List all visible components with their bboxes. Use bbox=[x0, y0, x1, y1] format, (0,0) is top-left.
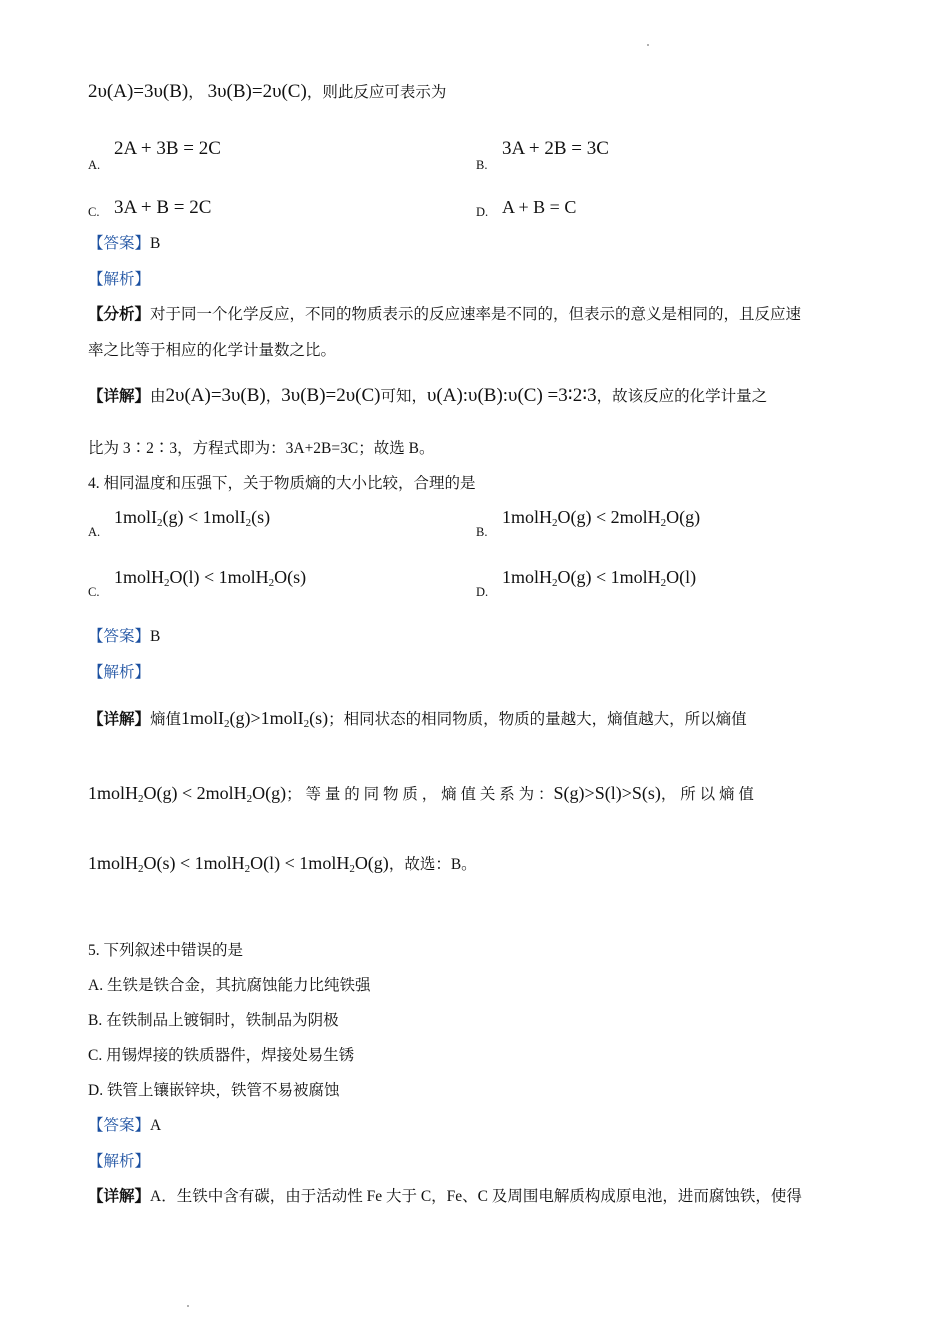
option-label: B. bbox=[476, 525, 488, 539]
option-math: A + B = C bbox=[502, 197, 577, 217]
subscript: 2 bbox=[138, 793, 144, 805]
q5-jiexi bbox=[88, 1152, 150, 1172]
detail-math: (s) bbox=[309, 708, 329, 728]
subscript: 2 bbox=[268, 577, 275, 589]
detail-text: ， 所 以 熵 值 bbox=[660, 786, 754, 803]
detail-math: O(g) bbox=[252, 783, 287, 803]
option-math: 1molH bbox=[114, 567, 165, 587]
detail-text: A．生铁中含有碳，由于活动性 Fe 大于 C，Fe、C 及周围电解质构成原电池，进而腐蚀铁，使得 bbox=[150, 1188, 802, 1205]
option-label: B. bbox=[476, 158, 488, 172]
option-math: 1molH bbox=[502, 567, 553, 587]
detail-text: 熵值 bbox=[150, 711, 182, 728]
q3-detail-line1 bbox=[88, 386, 767, 407]
q3-stem-math1: 2υ(A)=3υ(B) bbox=[88, 81, 189, 102]
option-math: (s) bbox=[251, 507, 271, 527]
subscript: 2 bbox=[303, 718, 310, 730]
option-math: O(g) < 2molH bbox=[557, 507, 661, 527]
subscript: 2 bbox=[660, 577, 667, 589]
option-label: D. bbox=[476, 585, 489, 599]
subscript: 2 bbox=[157, 517, 163, 529]
jiexi-tag: 【解析】 bbox=[88, 1153, 151, 1170]
answer-tag: 【答案】 bbox=[88, 628, 151, 645]
q3-jiexi bbox=[88, 270, 150, 290]
detail-text: ， bbox=[265, 388, 282, 405]
detail-tag: 【详解】 bbox=[88, 388, 151, 405]
option-math: 1molI bbox=[114, 507, 157, 527]
answer-value: A bbox=[150, 1117, 162, 1134]
question-stem: 5. 下列叙述中错误的是 bbox=[88, 942, 244, 959]
option-label: A. bbox=[88, 158, 101, 172]
detail-text: ；相同状态的相同物质，物质的量越大，熵值越大，所以熵值 bbox=[328, 711, 747, 728]
corner-mark-bottom bbox=[187, 1305, 189, 1307]
q3-stem bbox=[88, 82, 446, 103]
detail-math: υ(A):υ(B):υ(C) =3∶2∶3 bbox=[426, 385, 597, 406]
option-math: (g) < 1molI bbox=[162, 507, 246, 527]
option-text: D. 铁管上镶嵌锌块，铁管不易被腐蚀 bbox=[88, 1082, 340, 1099]
detail-math: S(g)>S(l)>S(s) bbox=[553, 783, 661, 803]
q5-option-a bbox=[88, 976, 370, 996]
q5-detail-line1 bbox=[88, 1187, 802, 1207]
option-math: 3A + B = 2C bbox=[114, 197, 212, 218]
detail-math: 1molH bbox=[88, 853, 139, 873]
detail-math: O(g) < 2molH bbox=[143, 783, 247, 803]
detail-text: ，故该反应的化学计量之 bbox=[596, 388, 768, 405]
q5-stem bbox=[88, 941, 243, 961]
option-math: O(l) bbox=[666, 567, 697, 587]
detail-text: 比为 3∶2∶3，方程式即为：3A+2B=3C；故选 B。 bbox=[88, 440, 435, 457]
q5-option-d bbox=[88, 1081, 339, 1101]
option-label: D. bbox=[476, 205, 489, 219]
answer-tag: 【答案】 bbox=[88, 1117, 151, 1134]
q4-detail-line3 bbox=[88, 853, 477, 879]
option-text: B. 在铁制品上镀铜时，铁制品为阴极 bbox=[88, 1012, 339, 1029]
detail-tag: 【详解】 bbox=[88, 711, 151, 728]
option-math: 2A + 3B = 2C bbox=[114, 138, 221, 159]
q4-jiexi bbox=[88, 663, 150, 683]
q5-option-b bbox=[88, 1011, 339, 1031]
detail-text: 由 bbox=[150, 388, 166, 405]
answer-value: B bbox=[150, 628, 161, 645]
option-math: O(g) bbox=[666, 507, 701, 527]
option-math: O(g) < 1molH bbox=[557, 567, 661, 587]
subscript: 2 bbox=[349, 863, 355, 875]
option-label: C. bbox=[88, 585, 100, 599]
subscript: 2 bbox=[246, 793, 253, 805]
option-label: C. bbox=[88, 205, 100, 219]
q4-detail-line2 bbox=[88, 783, 754, 809]
detail-math: O(s) < 1molH bbox=[143, 853, 245, 873]
detail-math: (g)>1molI bbox=[229, 708, 304, 728]
q4-stem bbox=[88, 474, 476, 494]
subscript: 2 bbox=[552, 517, 558, 529]
subscript: 2 bbox=[164, 577, 170, 589]
analysis-text: 率之比等于相应的化学计量数之比。 bbox=[88, 342, 337, 359]
q3-stem-math2: 3υ(B)=2υ(C) bbox=[207, 81, 307, 102]
option-text: A. 生铁是铁合金，其抗腐蚀能力比纯铁强 bbox=[88, 977, 371, 994]
q3-stem-tail: ，则此反应可表示为 bbox=[306, 84, 447, 101]
q3-stem-sep: ， bbox=[188, 84, 204, 101]
jiexi-tag: 【解析】 bbox=[88, 271, 151, 288]
analysis-text: 对于同一个化学反应，不同的物质表示的反应速率是不同的，但表示的意义是相同的，且反应速 bbox=[150, 306, 802, 323]
detail-math: O(l) < 1molH bbox=[250, 853, 350, 873]
option-label: A. bbox=[88, 525, 101, 539]
option-math: O(s) bbox=[274, 567, 307, 587]
q3-analysis-line1 bbox=[88, 305, 801, 325]
subscript: 2 bbox=[138, 863, 144, 875]
jiexi-tag: 【解析】 bbox=[88, 664, 151, 681]
subscript: 2 bbox=[244, 863, 251, 875]
subscript: 2 bbox=[245, 517, 252, 529]
q3-detail-line2 bbox=[88, 439, 434, 459]
option-text: C. 用锡焊接的铁质器件，焊接处易生锈 bbox=[88, 1047, 355, 1064]
subscript: 2 bbox=[660, 517, 667, 529]
detail-text: 可知， bbox=[380, 388, 427, 405]
answer-value: B bbox=[150, 235, 161, 252]
option-math: 3A + 2B = 3C bbox=[502, 138, 609, 159]
question-stem: 4. 相同温度和压强下，关于物质熵的大小比较，合理的是 bbox=[88, 475, 476, 492]
detail-text: ； 等 量 的 同 物 质 ， 熵 值 关 系 为 ： bbox=[286, 786, 554, 803]
answer-tag: 【答案】 bbox=[88, 235, 151, 252]
q5-answer bbox=[88, 1116, 161, 1136]
q4-answer bbox=[88, 627, 160, 647]
detail-math: 1molI bbox=[181, 708, 225, 728]
q4-detail-line1 bbox=[88, 708, 747, 734]
detail-math: 3υ(B)=2υ(C) bbox=[281, 385, 381, 406]
analysis-tag: 【分析】 bbox=[88, 306, 151, 323]
detail-math: 1molH bbox=[88, 783, 139, 803]
detail-math: 2υ(A)=3υ(B) bbox=[165, 385, 266, 406]
option-math: 1molH bbox=[502, 507, 553, 527]
q3-analysis-line2 bbox=[88, 341, 336, 361]
detail-math: O(g) bbox=[354, 853, 389, 873]
q5-option-c bbox=[88, 1046, 354, 1066]
subscript: 2 bbox=[552, 577, 558, 589]
corner-mark-top bbox=[647, 44, 649, 46]
q3-answer bbox=[88, 234, 160, 254]
subscript: 2 bbox=[224, 718, 230, 730]
detail-tag: 【详解】 bbox=[88, 1188, 151, 1205]
option-math: O(l) < 1molH bbox=[169, 567, 269, 587]
detail-text: ，故选：B。 bbox=[388, 856, 477, 873]
